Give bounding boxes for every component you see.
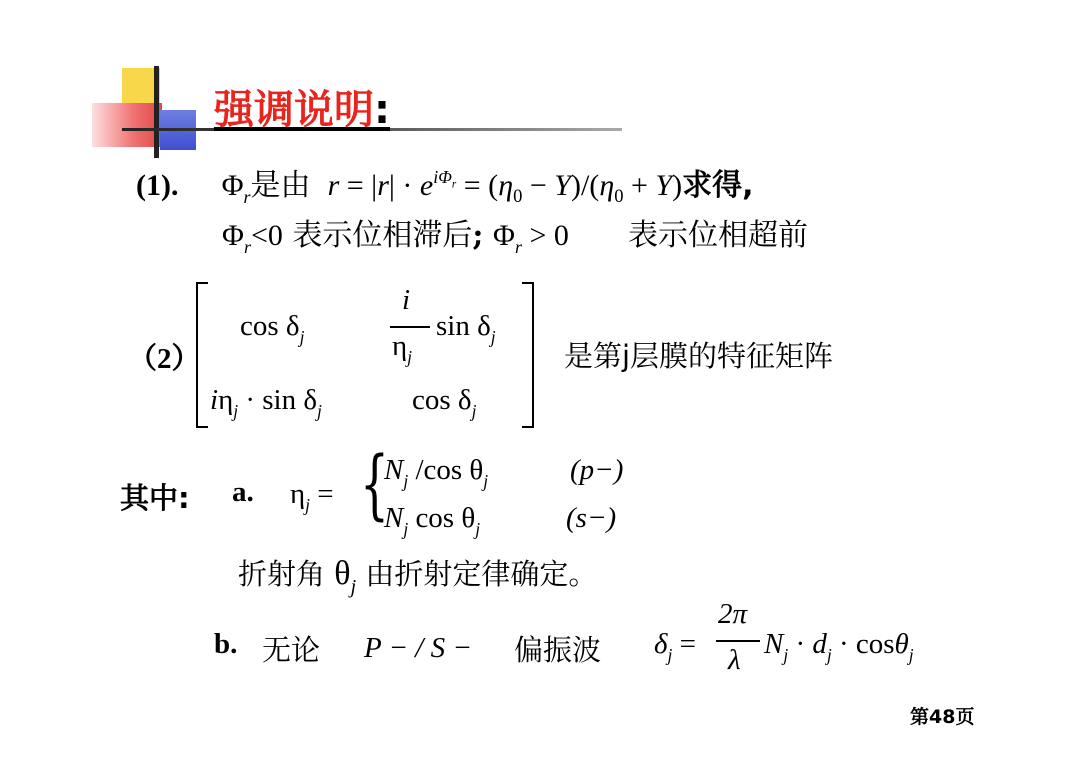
matrix-cell-11: $\cos \delta_j$ [240, 310, 305, 347]
matrix-cell-12-denominator: $\eta_j$ [392, 330, 413, 367]
eta-s-case: $N_j$ $\cos \theta_j$ [384, 502, 481, 539]
reflection-coefficient-formula: $r = |r| \cdot e^{i\Phi_r} = (\eta_0 - Y)/(\eta_0 + Y)$ [327, 167, 683, 207]
page-number: 第48页 [910, 706, 975, 728]
matrix-left-bracket [196, 282, 208, 428]
matrix-caption: 是第j层膜的特征矩阵 [564, 339, 834, 373]
phase-numerator: 2π [718, 598, 748, 630]
s-mode-label: (s−) [566, 502, 617, 534]
logo-vertical-bar [154, 66, 159, 158]
polarized-wave-text: 偏振波 [514, 633, 602, 667]
item1-line2: $\Phi_r<0$ 表示位相滞后; $\Phi_r > 0$ 表示位相超前 [222, 218, 809, 258]
brace-icon: { [360, 439, 390, 528]
matrix-fraction-line [390, 326, 430, 328]
item1-label: (1). [136, 169, 179, 202]
polarization-modes: P − / S − [364, 632, 472, 664]
where-label: 其中: [120, 481, 190, 515]
matrix-cell-12-numerator: i [402, 284, 411, 316]
item1-obtained: 求得, [682, 168, 754, 203]
regardless-text: 无论 [262, 633, 321, 667]
item1-is-from: 是由 [250, 168, 311, 203]
phase-terms: $N_j \cdot d_j \cdot \cos\theta_j$ [764, 628, 914, 665]
eta-j-equals: $\eta_j$ = [290, 478, 334, 515]
phi-r-symbol: $\Phi_r$ [221, 169, 251, 208]
p-mode-label: (p−) [570, 454, 624, 486]
phi-r-lt: $\Phi_r<0$ [222, 219, 283, 258]
where-a: a. [232, 476, 254, 508]
logo-red-block [92, 103, 162, 147]
phase-fraction-line [716, 640, 760, 642]
item2-label: （2） [128, 343, 201, 375]
matrix-cell-22: $\cos \delta_j$ [412, 384, 477, 421]
delta-j-equals: $\delta_j$ = [654, 628, 696, 665]
phase-denominator: λ [728, 644, 741, 676]
phase-lag-text: 表示位相滞后 [292, 218, 473, 253]
phase-lead-text: 表示位相超前 [628, 218, 809, 253]
matrix-right-bracket [522, 282, 534, 428]
eta-p-case: $N_j$ /cos $\theta_j$ [384, 454, 489, 491]
slide-title: 强调说明: [214, 87, 390, 133]
phi-r-gt: $\Phi_r > 0$ [493, 219, 569, 258]
refraction-line: 折射角 $\theta_j$ 由折射定律确定。 [238, 555, 598, 599]
matrix-cell-21: $i\eta_j \cdot \sin \delta_j$ [210, 384, 322, 421]
part-b-label: b. [214, 628, 238, 660]
matrix-cell-12-sin: $\sin \delta_j$ [436, 310, 496, 347]
item1-line1 [136, 160, 754, 208]
